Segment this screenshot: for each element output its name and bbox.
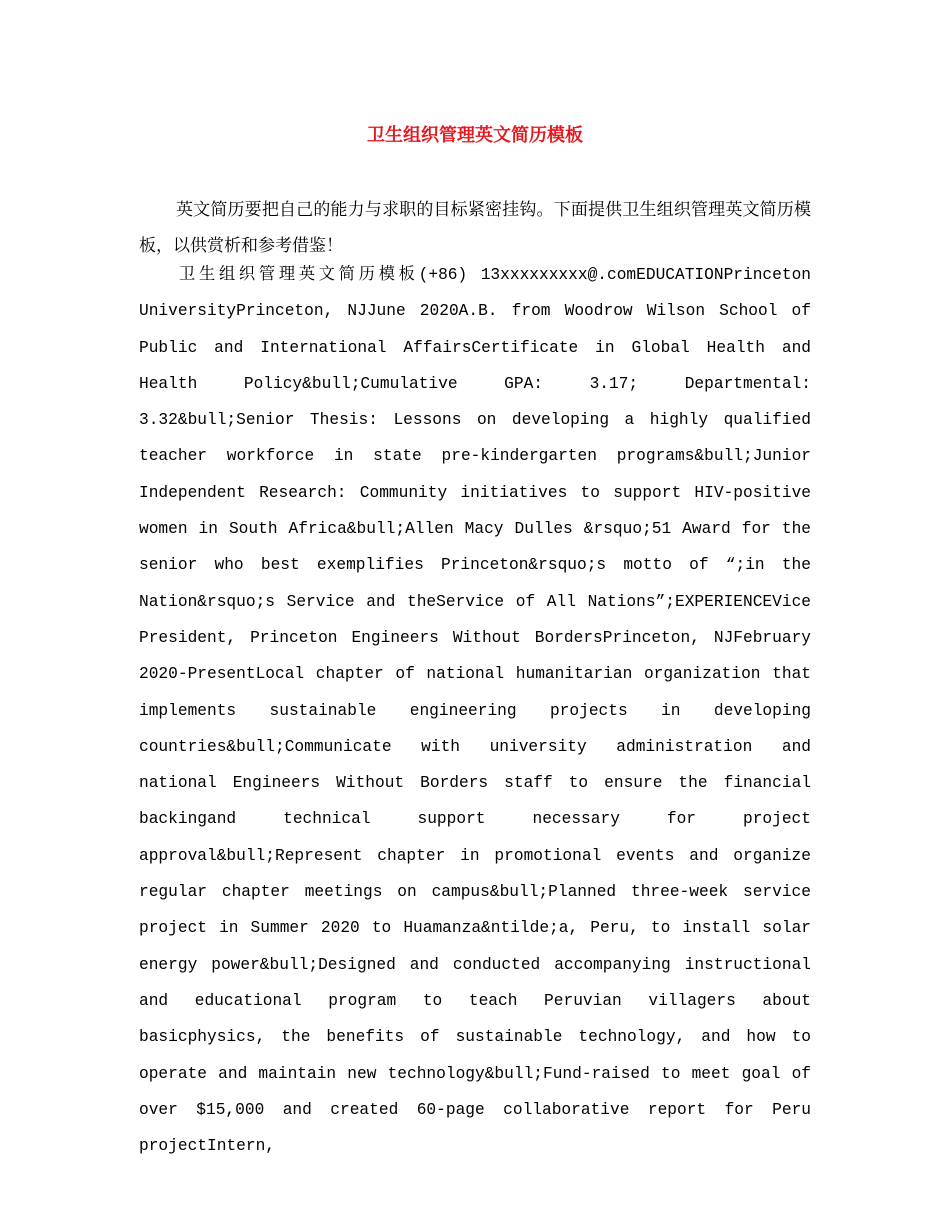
intro-paragraph: 英文简历要把自己的能力与求职的目标紧密挂钩。下面提供卫生组织管理英文简历模板，以供赏析和参考借鉴！ xyxy=(139,200,811,256)
document-title: 卫生组织管理英文简历模板 xyxy=(367,125,583,146)
resume-body-paragraph: 卫生组织管理英文简历模板(+86) 13xxxxxxxxx@.comEDUCATIONPrinceton UniversityPrinceton, NJJune 2020A.B. from Woodrow Wilson School of Public and International AffairsCertificate in Global Health and Health Policy&bull;Cumulative GPA: 3.17; Departmental: 3.32&bull;Senior Thesis: Lessons on developing a highly qualified teacher workforce in state pre-kindergarten programs&bull;Junior Independent Research: Community initiatives to support HIV-positive women in South Africa&bull;Allen Macy Dulles &rsquo;51 Award for the senior who best exemplifies Princeton&rsquo;s motto of “;in the Nation&rsquo;s Service and theService of All Nations”;EXPERIENCEVice President, Princeton Engineers Without BordersPrinceton, NJFebruary 2020-PresentLocal chapter of national humanitarian organization that implements sustainable engineering projects in developing countries&bull;Communicate with university administration and national Engineers Without Borders staff to ensure the financial backingand technical support necessary for project approval&bull;Represent chapter in promotional events and organize regular chapter meetings on campus&bull;Planned three-week service project in Summer 2020 to Huamanza&ntilde;a, Peru, to install solar energy power&bull;Designed and conducted accompanying instructional and educational program to teach Peruvian villagers about basicphysics, the benefits of sustainable technology, and how to operate and maintain new technology&bull;Fund-raised to meet goal of over $15,000 and created 60-page collaborative report for Peru projectIntern, xyxy=(139,266,811,1156)
